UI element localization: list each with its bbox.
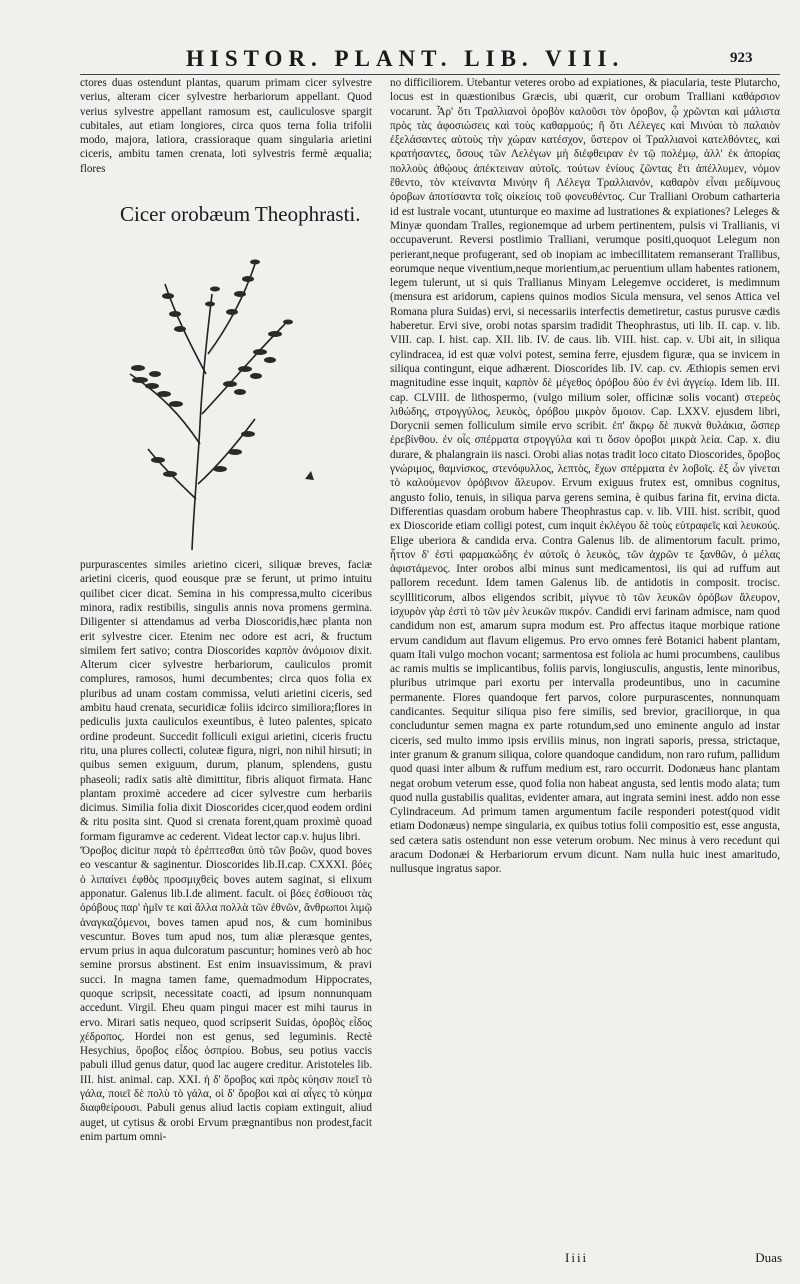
left-main-paragraph: purpurascentes similes arietino ciceri, siliquæ breves, faciæ arietini ciceris, quod eousque præ se ferunt, ut primo intuitu quilibet cicer dicat. Semina in his compressa,multo ciceribus minora, radix restibilis, singulis annis nova promens germina. Diligenter si attendamus ad verba Dioscoridis,hæc planta non erit sylvestre cicer. Etenim nec odore est acri, & fructum similem fert sativo; contra Dioscorides καρπὸν ἀνόμοιον dixit. Alterum cicer sylvestre herbariorum, cauliculos promit complures, ramosos, humi decumbentes; circa quos folia ex pluribus ad unam costam commissa, veluti arietini ciceris, sed ambitu haud crenata, securidicæ foliis idcirco similiora;flores in pediculis juxta cauliculos exeuntibus, è luteo palentes, spicato ordine prodeunt. Succedit folliculi exigui arietini, ciceris fructu ritu, una plures collecti, coluteæ figura, nigri, non nihil hirsuti; in quibus semen exiguum, durum, planum, splendens, gustu phaseoli; radix satis altè dimittitur, fibris aliquot firmata. Hanc plantam proximè accedere ad cicer sylvestre cum herbariis dicimus. Similia folia dixit Dioscorides cicer,quod eodem ordini & ritu posita sint. Quod si crenata forent,quam proximè quoad formam figuramve ac cederent. Videat lector cap.v. hujus libri. xyxy=(80,559,372,843)
signature-mark: Iiii xyxy=(565,1250,589,1265)
right-paragraph: no difficiliorem. Utebantur veteres orobo ad expiationes, & piacularia, teste Plutarcho, locus est in quæstionibus Græcis, ubi quærit, cur orobum Tralliani καθάρσιον vocarunt. Ἆρ' ὅτι Τραλλιανοὶ ὀροβὸν καλοῦσι τὸν ὀροβον, ᾧ χρῶνται καὶ μάλιστα πρὸς τὰς ἀφοσιώσεις καὶ τοὺς καθαρμούς; ἢ ὅτι Λέλεγες καὶ Μινύαι τὸ παλαιὸν ἐξελάσαντες αὐτοὺς τὴν χώραν κατέσχον, ὕστερον οἱ Τραλλιανοὶ κατελθόντες, καὶ κρατήσαντες, ὅσους τῶν Λελέγων μὴ διέφθειραν ἐν τῷ πολέμῳ, ἀλλ' ἐκ ἀπορίας πολλοὺς ἀθῴους ἀπέκτειναν αὐτοῖς. τούτων ἐνίους ζῶντας ἔτι ἀπέλλυμεν, νόμον ἔθεντο, τὸν κτείναντα Μινύην ἢ Λέλεγα Τραλλιανόν, καθαρὸν εἶναι μεδίμνους ὀροβων ἀποτίσαντα τοῖς οἰκείοις τοῦ φονευθέντος. Cur Tralliani Orobum catharteria id est lustrale vocant, utunturque eo maxime ad lustrationes & expiationes? Leleges & Minyæ quondam Tralles, regionemque ad urbem pertinentem, pulsis vi Trallianis, vi occupaverunt. Reversi postlimio Tralliani, verumque positi,quoquot Lelegum non perierant,neque profugerant, sed ob inopiam ac imbecillitatem remanserant Trallibus, eorumque neque viventium,neque morientium,ac peruentium ullam habentes rationem, legem tulerunt, ut si quis Trallianus Minyam Lelegemve occideret, is medimnum (mensura est aridorum, capiens quinos modios Sicula mensura, vel senos Attica vel Romana plura Suidas) ervi, si necessariis interfectis demetiretur, castus purusve cædis haberetur. Ervi sive, orobi notas sparsim tradidit Theophrastus, uti lib. II. cap. v. lib. VIII. cap. I. hist. cap. XII. lib. IV. de caus. lib. VIII. hist. cap. v. Ubi ait, in siliqua cylindracea, id est quæ volvi potest, semina ferre, ejusdem figuræ, qua se invicem in siliqua contingunt, eique adhærent. Dioscorides lib. IV. cap. cv. Æthiopis semen ervi magnitudine esse inquit, καρπὸν δὲ μέγεθος ὀρόβου δύο ἐν ἑνὶ ἀγγείῳ. Idem lib. III. cap. CLVIII. de lithospermo, (vulgo milium soler, officinæ solis vocant) στερεὸς λιθώδης, στρογγύλος, λευκὸς, ὀρόβου μικρὸν ὅμοιον. Cap. LXXV. ejusdem libri, Dorycnii semen folliculum simile ervo scribit. ἐπ' ἄκρῳ δὲ πυκνὰ θυλάκια, ὥσπερ ἐρεβίνθου. ἐν οἷς σπέρματα στρογγύλα καὶ τι ὅσον ὀροβοι μικρὰ λεία. Cap. x. diu durare, & phalangrain iis nasci. Orobi alias notas tradit loco citato Dioscorides, ὄροβος γνώριμος, θαμνίσκος, στενόφυλλος, λεπτὸς, ἔχων σπέρματα ἐν λοβοῖς. ἐξ ὧν γίνεται τὸ καλούμενον ὀρόβινον ἄλευρον. Ervum exiguus frutex est, omnibus cognitus, angusto folio, tenuis, in siliqua parva gerens semina, è quibus farina fit, ervina dicta. Differentias quasdam orobum habere Theophrastus cap. v. lib. VIII. hist. scribit, quod ex Dioscoride etiam colligi potest, cum inquit ἐκλέγου δὲ τοὺς εὐτραφεῖς καὶ λευκούς. Elige uberiora & candida erva. Contra Galenus lib. de alimentorum facult. primo, ἧττον δ' ἐστὶ φαρμακώδης ἐν αὐτοῖς ὁ λευκὸς, τῶν ἀχρῶν τε ξανθῶν, ὁ μέλας ἀφιστάμενος. Inter orobos albi minus sunt medicamentosi, iis qui ad ruffum aut pallorem recedunt. Idem tamen Galenus lib. de antidotis in composit. trocisc. scyllliticorum, albos eligendos scribit, μίγνυε τὸ τῶν λευκῶν ὀρόβων ἄλευρον, ἰσχυρὸν γὰρ ἐστὶ τὸ τῶν μὲν λευκῶν πικρόν. Candidi ervi farinam admisce, nam quod candidum non est, amarum supra modum est. Pro affectus itaque morbique ratione ervum candidum aut flavum eligemus. Pro ervo omnes ferè Botanici habent plantam, quam Itali vulgo mochon vocant; sarmentosa est foliola ac humi procumbens, caulibus ac ramis multis se implicantibus, foliis parvis, longiusculis, angustis, lente minoribus, pluribus utrimque pari exortu per intervalla prodeuntibus, uno in cacumine permanente. Flores quandoque fert parvos, colore purpurascentes, nonnunquam candicantes. Sequitur siliqua piso fere similis, sed brevior, graciliorque, in qua concluduntur semen magna ex parte rotundum,sed uno eminente angulo ad instar ciceris, sed multo immo ipsis erviliis minus, non ingrati saporis, pressa, strictaque, inter granum & granum siliqua, colore quandoque candidum, non raro rufum, pallidum quod quasi inter album & ruffum medium est, raro occurrit. Dodonæus hanc plantam negat orobum veterum esse, quod folia non habeat angusta, sed lentis modo alata; tum quod nulla gustabilis qualitas, evidenter amara, aut ingrata semini inest. addo non esse Cylindraceum. Ad primum tamen argumentum facile responderi potest(quod vidit etiam Dodonæus) nempe singularia, ex quibus totius folii compositio est, esse angusta, sed cætera satis ostendunt non esse veterum orobum. Nec minus à vero recedunt qui aracum Dodonæi & Herbariorum ervum dicunt. Nam nulla huic inest amaritudo, nullusque ingratus sapor. xyxy=(390,77,780,876)
left-top-paragraph: ctores duas ostendunt plantas, quarum primam cicer sylvestre verius, alteram cicer sylvestre herbariorum appellant. Quod verius sylvestre appellant ramosum est, cauliculosve spargit cubitales, aut etiam longiores, circa quos terna folia trifolii modo, majora, latiora, crassioraque quam singularia arietini ciceris, ambitu tamen crenata, loti sylvestris fermè æqualia; flores xyxy=(80,77,372,175)
right-column xyxy=(390,76,780,877)
plant-illustration xyxy=(80,234,372,554)
figure-caption: Cicer orobæum Theophrasti. xyxy=(120,202,361,227)
page-header xyxy=(0,44,800,74)
running-title: HISTOR. PLANT. LIB. VIII. xyxy=(186,46,625,71)
left-column xyxy=(80,76,372,1144)
page-number: 923 xyxy=(730,50,753,66)
left-lower-paragraph: Ὄροβος dicitur παρὰ τὸ ἐρέπτεσθαι ὑπὸ τῶν βοῶν, quod boves eo vescantur & saginentur. Dioscorides lib.II.cap. CXXXI. βόες ὁ λιπαίνει ἐφθὸς προσμιχθεὶς boves autem saginat, si elixum apponatur. Galenus lib.I.de aliment. facult. οἱ βόες ἐσθίουσι τὰς ὀρόβους παρ' ἡμῖν τε καὶ ἄλλα πολλὰ τῶν ἐθνῶν, ἄνθρωποι λιμῷ ἀναγκαζόμενοι, boves tamen apud nos, & cum hominibus vescuntur. Boves tum apud nos, tum aliæ pleræsque gentes, ervum prius in aqua dulcoratum pascuntur; homines verò ab hoc semine prorsus abstinent. Est enim insuavissimum, & pravi succi. In magna tamen fame, quemadmodum Hippocrates, quoque scripsit, necessitate coacti, ad ipsum nonnunquam accedunt. Virgil. Eheu quam pingui macer est mihi taurus in ervo. Mirari satis nequeo, quod scripserit Suidas, ὀροβὸς εἶδος χέδροπος. Hordei non est genus, sed leguminis. Rectè Hesychius, ὄροβος εἶδος ὀσπρίου. Bobus, seu potius vaccis pabuli illud genus datur, quod lac augere creditur. Aristoteles lib. III. hist. animal. cap. XXI. ἡ δ' ὄροβος καὶ πρὸς κύησιν ποιεῖ τὸ γάλα, ποιεῖ δὲ πολὺ τὸ γάλα, οἱ δ' ὄροβοι καὶ αἱ αἶγες τὸ κύημα διαφθείρουσι. Pabuli genus aliud lactis copiam extinguit, aliud auget, ut cytisus & orobi Ervum prægnantibus non prodest,facit enim partum omni- xyxy=(80,845,372,1143)
catchword: Duas xyxy=(755,1250,782,1265)
header-rule xyxy=(80,74,780,75)
page-footer xyxy=(500,1250,782,1270)
